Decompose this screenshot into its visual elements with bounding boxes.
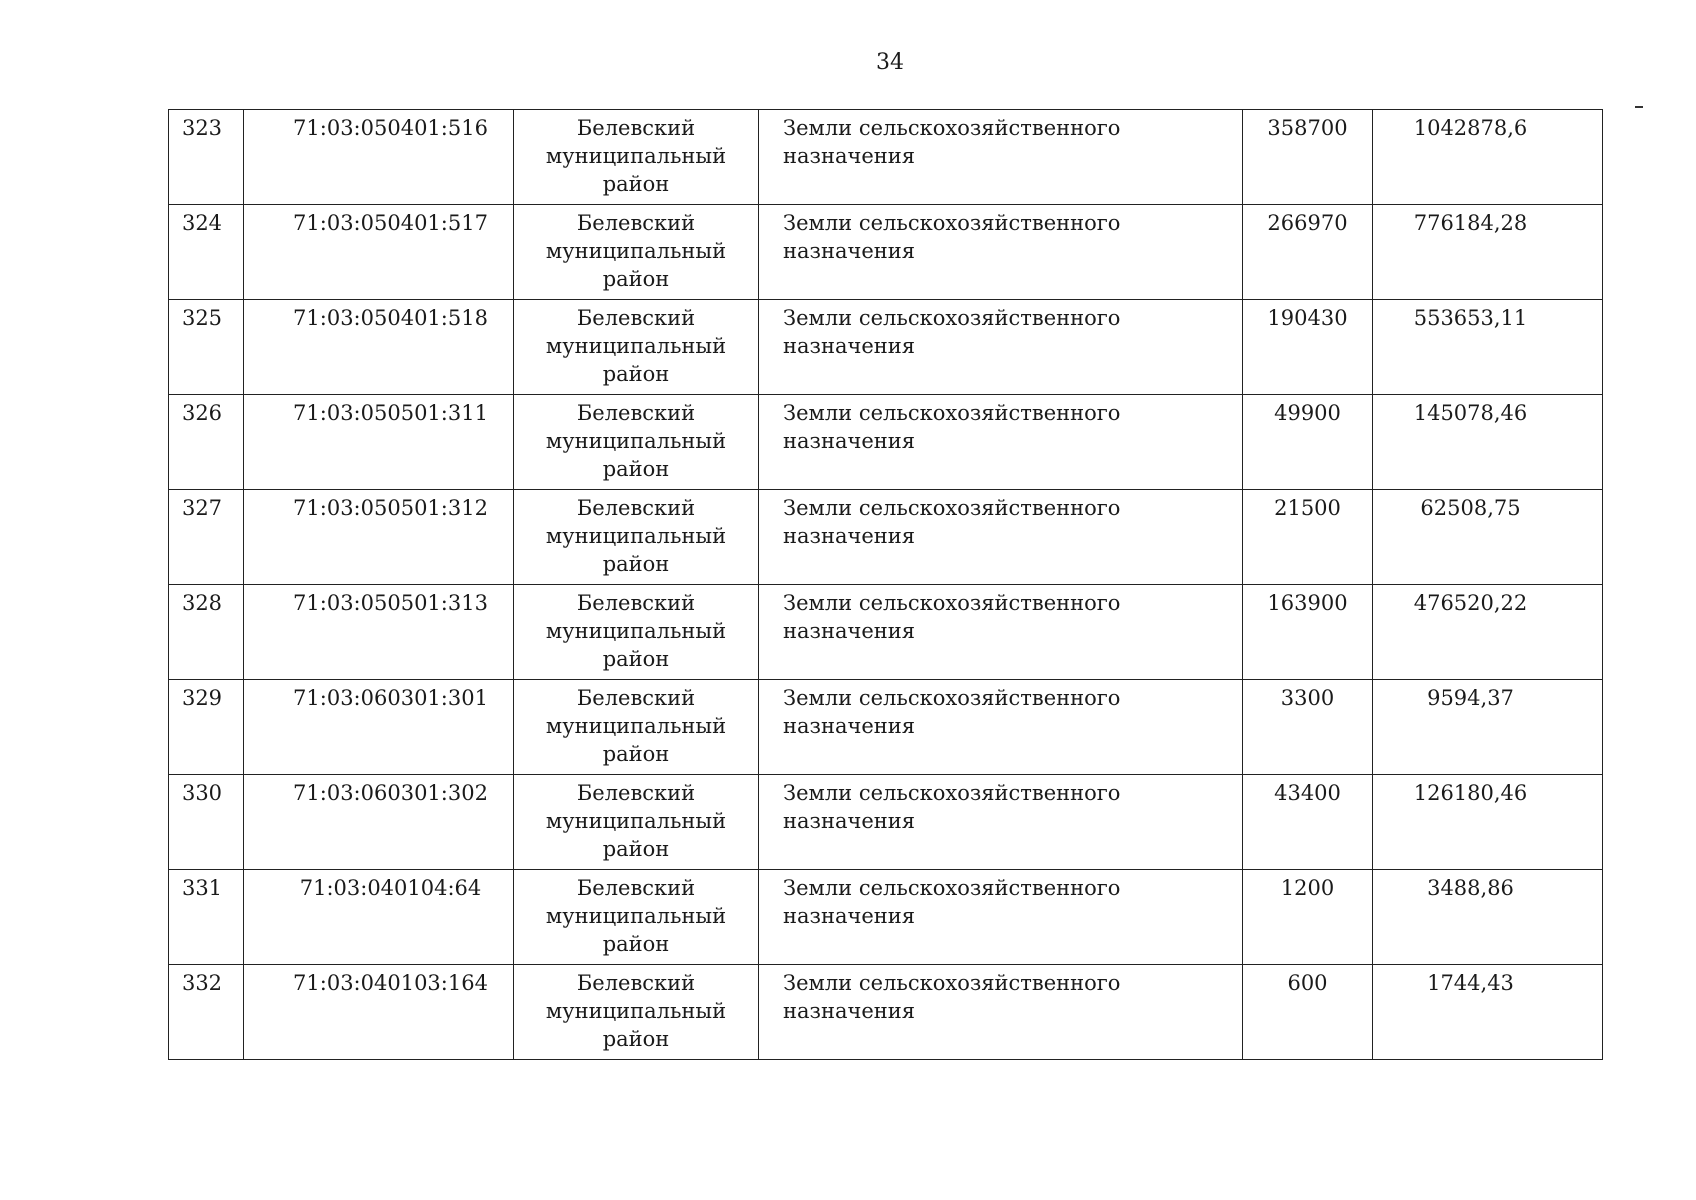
cadastral-number-cell: 71:03:040103:164 [244,965,514,1060]
district-line: район [602,362,670,386]
land-category-cell: Земли сельскохозяйственного назначения [759,300,1243,395]
land-category-cell: Земли сельскохозяйственного назначения [759,585,1243,680]
area-cell: 190430 [1243,300,1373,395]
district-line: Белевский [576,591,696,615]
district-line: Белевский [576,496,696,520]
area-cell: 1200 [1243,870,1373,965]
cadastral-number-cell: 71:03:050501:311 [244,395,514,490]
land-category-cell: Земли сельскохозяйственного назначения [759,965,1243,1060]
cadastral-number-cell: 71:03:050401:517 [244,205,514,300]
table-row [169,395,1603,490]
area-cell: 3300 [1243,680,1373,775]
district-line: район [602,552,670,576]
cadastral-value-cell: 476520,22 [1373,585,1603,680]
district-line: муниципальный [545,809,727,833]
area-cell: 43400 [1243,775,1373,870]
district-cell [514,490,759,585]
land-category-cell: Земли сельскохозяйственного назначения [759,110,1243,205]
table-row [169,775,1603,870]
district-cell [514,395,759,490]
cadastral-value-cell: 553653,11 [1373,300,1603,395]
cadastral-value-cell: 1744,43 [1373,965,1603,1060]
district-cell [514,110,759,205]
district-line: район [602,457,670,481]
cadastral-number-cell: 71:03:050501:313 [244,585,514,680]
area-cell: 266970 [1243,205,1373,300]
district-line: муниципальный [545,429,727,453]
district-line: Белевский [576,876,696,900]
district-line: район [602,742,670,766]
cadastral-number-cell: 71:03:040104:64 [244,870,514,965]
land-category-cell: Земли сельскохозяйственного назначения [759,870,1243,965]
district-line: Белевский [576,971,696,995]
district-line: Белевский [576,306,696,330]
row-number-cell: 332 [169,965,244,1060]
land-category-cell: Земли сельскохозяйственного назначения [759,680,1243,775]
district-line: Белевский [576,116,696,140]
table-row [169,300,1603,395]
cadastral-value-cell: 145078,46 [1373,395,1603,490]
district-line: Белевский [576,211,696,235]
district-line: Белевский [576,781,696,805]
district-line: муниципальный [545,714,727,738]
cadastral-value-cell: 3488,86 [1373,870,1603,965]
cadastral-number-cell: 71:03:050401:516 [244,110,514,205]
area-cell: 49900 [1243,395,1373,490]
table-row [169,680,1603,775]
district-cell [514,205,759,300]
district-line: муниципальный [545,144,727,168]
land-category-cell: Земли сельскохозяйственного назначения [759,775,1243,870]
cadastral-number-cell: 71:03:050401:518 [244,300,514,395]
district-line: муниципальный [545,239,727,263]
district-line: Белевский [576,401,696,425]
area-cell: 21500 [1243,490,1373,585]
cadastral-number-cell: 71:03:050501:312 [244,490,514,585]
scan-mark [1635,106,1643,108]
land-category-cell: Земли сельскохозяйственного назначения [759,395,1243,490]
area-cell: 163900 [1243,585,1373,680]
district-line: район [602,647,670,671]
cadastral-value-cell: 776184,28 [1373,205,1603,300]
district-cell [514,585,759,680]
cadastral-value-cell: 1042878,6 [1373,110,1603,205]
row-number-cell: 329 [169,680,244,775]
cadastral-value-cell: 62508,75 [1373,490,1603,585]
district-line: муниципальный [545,334,727,358]
table-row [169,870,1603,965]
district-cell [514,680,759,775]
cadastral-value-cell: 9594,37 [1373,680,1603,775]
district-line: район [602,267,670,291]
row-number-cell: 331 [169,870,244,965]
table-row [169,585,1603,680]
row-number-cell: 326 [169,395,244,490]
table-row [169,110,1603,205]
district-cell [514,965,759,1060]
district-line: район [602,932,670,956]
area-cell: 600 [1243,965,1373,1060]
row-number-cell: 324 [169,205,244,300]
district-line: район [602,172,670,196]
district-cell [514,775,759,870]
district-line: район [602,837,670,861]
cadastral-number-cell: 71:03:060301:301 [244,680,514,775]
district-line: муниципальный [545,524,727,548]
land-registry-table [168,109,1603,1060]
cadastral-value-cell: 126180,46 [1373,775,1603,870]
page-number: 34 [876,50,904,75]
row-number-cell: 327 [169,490,244,585]
district-line: муниципальный [545,904,727,928]
district-cell [514,300,759,395]
district-line: муниципальный [545,619,727,643]
district-cell [514,870,759,965]
table-row [169,490,1603,585]
land-category-cell: Земли сельскохозяйственного назначения [759,490,1243,585]
district-line: муниципальный [545,999,727,1023]
land-category-cell: Земли сельскохозяйственного назначения [759,205,1243,300]
row-number-cell: 328 [169,585,244,680]
district-line: Белевский [576,686,696,710]
area-cell: 358700 [1243,110,1373,205]
cadastral-number-cell: 71:03:060301:302 [244,775,514,870]
row-number-cell: 323 [169,110,244,205]
row-number-cell: 325 [169,300,244,395]
table-row [169,205,1603,300]
table-row [169,965,1603,1060]
row-number-cell: 330 [169,775,244,870]
table-body [169,110,1603,1060]
district-line: район [602,1027,670,1051]
